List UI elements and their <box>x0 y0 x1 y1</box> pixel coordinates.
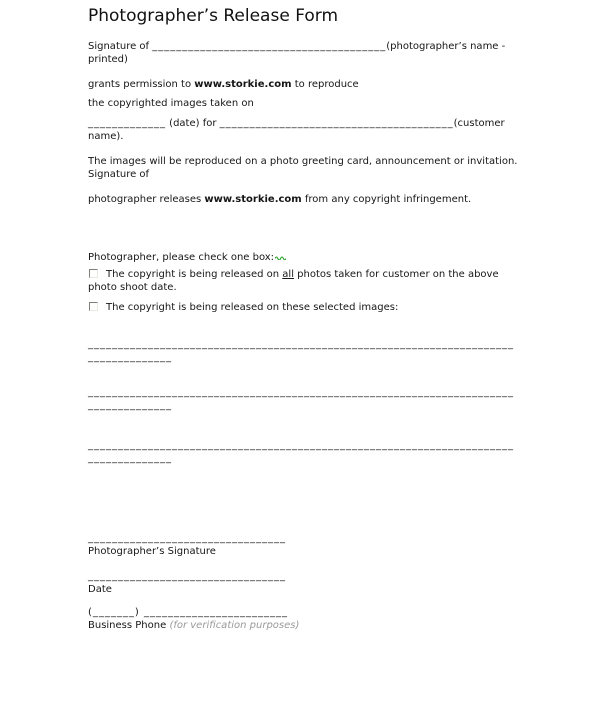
photographer-signature-field <box>88 532 560 558</box>
grants-permission-line <box>88 78 560 91</box>
customer-name-blank-field: _______________________________________ <box>219 118 454 129</box>
text-run: grants permission to <box>88 79 195 90</box>
phone-blank-line: (_______) ________________________ <box>88 607 288 618</box>
date-blank-line: _________________________________ <box>88 571 286 582</box>
blank-line-short: ______________ <box>88 453 172 464</box>
storkie-url-text: www.storkie.com <box>204 194 302 205</box>
date-customer-line <box>88 117 560 143</box>
text-run: Photographer, please check one box: <box>88 252 275 263</box>
signature-blank-line: _________________________________ <box>88 533 286 544</box>
date-blank-field: _____________ <box>88 118 166 129</box>
selected-images-blank-line-3 <box>88 439 560 465</box>
text-run: name). <box>88 131 124 142</box>
all-photos-checkbox[interactable] <box>89 269 98 278</box>
signature-label: Photographer’s Signature <box>88 546 216 557</box>
selected-images-blank-line-2 <box>88 386 560 412</box>
date-field <box>88 570 560 596</box>
date-label: Date <box>88 584 112 595</box>
blank-line-short: ______________ <box>88 352 172 363</box>
emphasized-all-text: all <box>282 269 294 280</box>
text-run: to reproduce <box>291 79 359 90</box>
selected-images-checkbox[interactable] <box>89 302 98 311</box>
page-title: Photographer’s Release Form <box>88 6 339 26</box>
text-run: from any copyright infringement. <box>301 194 472 205</box>
grammar-check-squiggle-icon <box>275 255 286 260</box>
photographer-name-blank-field: _______________________________________ <box>152 41 387 52</box>
text-run: photo shoot date. <box>88 282 177 293</box>
blank-line-long: _______________________________________________________________________ <box>88 339 514 350</box>
releases-statement <box>88 193 560 206</box>
text-run: The images will be reproduced on a photo greeting card, announcement or invitation. <box>88 156 518 167</box>
business-phone-field <box>88 606 560 632</box>
blank-line-short: ______________ <box>88 400 172 411</box>
signature-of-line <box>88 40 560 66</box>
text-run: The copyright is being released on <box>106 269 283 280</box>
text-run: (customer <box>453 118 505 129</box>
text-run: Signature of <box>88 169 150 180</box>
text-run: photographer releases <box>88 194 205 205</box>
blank-line-long: _______________________________________________________________________ <box>88 387 514 398</box>
check-one-box-prompt <box>88 251 560 264</box>
storkie-url-text: www.storkie.com <box>194 79 292 90</box>
text-run: Signature of <box>88 41 153 52</box>
text-run: (date) for <box>166 118 220 129</box>
option-all-photos-text <box>88 268 560 294</box>
option-selected-images-text: The copyright is being released on these selected images: <box>106 302 399 313</box>
selected-images-blank-line-1 <box>88 338 560 364</box>
blank-line-long: _______________________________________________________________________ <box>88 440 514 451</box>
business-phone-label: Business Phone <box>88 620 170 631</box>
option-all-photos-row <box>88 268 560 294</box>
copyrighted-images-line: the copyrighted images taken on <box>88 98 254 109</box>
text-run: (photographer’s name - <box>386 41 506 52</box>
text-run: printed) <box>88 54 128 65</box>
option-selected-images-row <box>88 301 560 314</box>
reproduced-statement <box>88 155 560 181</box>
text-run: photos taken for customer on the above <box>293 269 499 280</box>
verification-purposes-note: (for verification purposes) <box>169 620 300 631</box>
